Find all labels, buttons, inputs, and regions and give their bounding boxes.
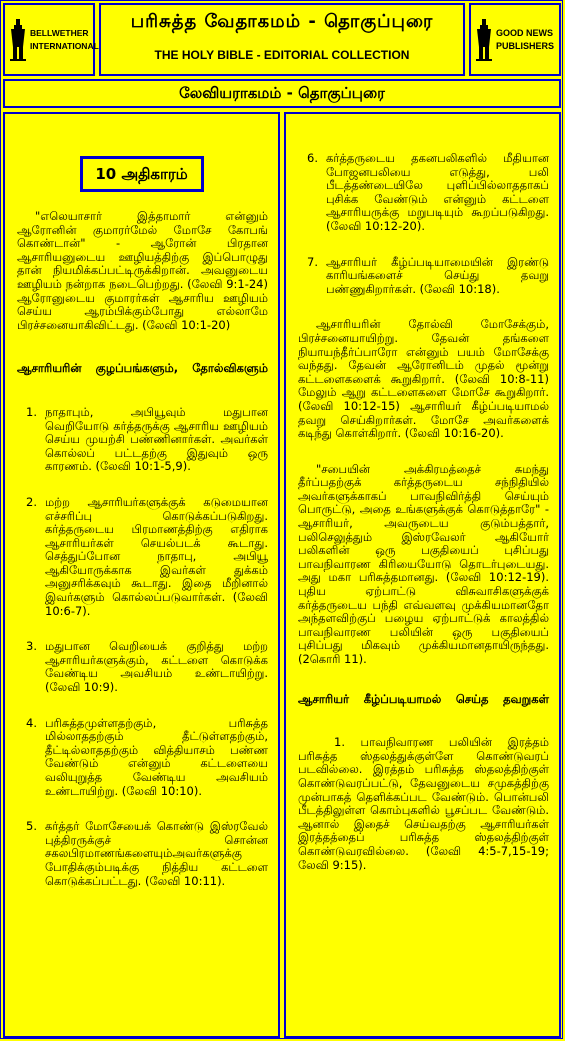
right-column <box>284 112 561 1038</box>
header <box>3 3 561 76</box>
list-item: 5. கர்த்தர் மோசேயைக் கொண்டு இஸ்ரவேல் புத்திரருக்குச் சொன்ன சகலபிரமாணங்களையும்அவர்களுக்கு போதிக்கும்படிக்கு நித்திய கட்டளை கொடுக்கப்பட்டது. (லேவி 10:11). <box>26 819 268 888</box>
figure-icon <box>475 19 493 61</box>
logo-left-line1: BELLWETHER <box>30 27 89 38</box>
chapter-title: 10 அதிகாரம் <box>80 156 204 192</box>
paragraph: 1. பாவநிவாரண பலியின் இரத்தம் பரிசுத்த ஸ்தலத்துக்குள்ளே கொண்டுவரப் படவில்லை. இரத்தம் பரிசுத்த ஸ்தலத்திற்குள் கொண்டுவரப்பட்டு, தேவனுடைய சமுகத்திற்கு முன்பாகத் தெளிக்கப்பட வேண்டும். பொன்பலி பீடத்திலுள்ள கொம்புகளில் பூசப்பட வேண்டும். ஆனால் இதைச் செய்வதற்கு ஆசாரியர்கள் இரத்தத்தைப் பரிசுத்த ஸ்தலத்திற்குள் கொண்டுவரவில்லை. (லேவி 4:5-7,15-19; லேவி 9:15). <box>298 735 549 872</box>
paragraph: "சபையின் அக்கிரமத்தைச் சுமந்து தீர்ப்பதற்குக் கர்த்தருடைய சந்நிதியில் அவர்களுக்காகப் பாவநிவிர்த்தி செய்யும் பொருட்டு, அதை உங்களுக்குக் கொடுத்தாரே" - ஆசாரியர், அவருடைய குடும்பத்தார், பலிசெலுத்தும் இஸ்ரவேலர் ஆகியோர் பலிகளின் ஒரு பகுதியைப் புசிப்பது பாவநிவாரண கிரியையோடு தொடர்புடையது. அது மகா பரிசுத்தமானது. (லேவி 10:12-19). புதிய ஏற்பாட்டு விசுவாசிகளுக்குக் கர்த்தருடைய பந்தி எவ்வளவு முக்கியமானதோ அந்தளவிற்குப் பழைய ஏற்பாட்டுக் காலத்தில் பாவநிவாரண பலியின் ஒரு பகுதியைப் புசிப்பது மிகவும் முக்கியமானதாயிருந்தது. (2கொரி 11). <box>298 461 549 666</box>
section-heading: ஆசாரியரின் குழப்பங்களும், தோல்விகளும் <box>17 361 268 376</box>
title-tamil: பரிசுத்த வேதாகமம் - தொகுப்புரை <box>130 11 434 32</box>
subtitle: லேவியராகமம் - தொகுப்புரை <box>3 79 561 108</box>
title-box <box>99 3 465 76</box>
list-item: 1. நாதாபும், அபியூவும் மதுபான வெறியோடு கர்த்தருக்கு ஆசாரிய ஊழியம் செய்ய முயற்சி பண்ணினார்கள். அவர்கள் கொல்லப் பட்டதற்கு இதுவும் ஒரு காரணம். (லேவி 10:1-5,9). <box>26 404 268 474</box>
left-column <box>3 112 280 1038</box>
logo-left-line2: INTERNATIONAL <box>30 40 99 51</box>
good-news-logo <box>469 3 561 76</box>
logo-right-line1: GOOD NEWS <box>496 27 554 38</box>
intro-paragraph: "எலெயாசார் இத்தாமார் என்னும் ஆரோனின் குமாரர்மேல் மோசே கோபங் கொண்டான்" - ஆரோன் பிரதான ஆசாரியனுடைய ஊழியத்திற்கு இப்பொழுது தான் நியமிக்கப்பட்டிருக்கிறான். அவனுடைய ஊழியம் நன்றாக நடைபெற்றது. (லேவி 9:1-24) ஆரோனுடைய குமாரர்கள் ஆசாரிய ஊழியம் செய்ய ஆரம்பிக்கும்போது எல்லாமே பிரச்சனையாகிவிட்டது. (லேவி 10:1-20) <box>17 209 268 332</box>
paragraph: ஆசாரியரின் தோல்வி மோசேக்கும், பிரச்சனையாயிற்று. தேவன் தங்களை நியாயந்தீர்ப்பாரோ என்னும் பயம் மோசேக்கு வந்தது. தேவன் ஆரோனிடம் முதல் மூன்று கட்டளைகளைக் கூறுகிறார். (லேவி 10:8-11) மேலும் ஆறு கட்டளைகளை மோசே கூறுகிறார். (லேவி 10:12-15) ஆசாரியர் கீழ்ப்படியாமல் தவறு செய்கிறார்கள். மோசே அவர்களைக் கடிந்து கொள்கிறார். (லேவி 10:16-20). <box>298 317 549 441</box>
list-item: 4. பரிசுத்தமுள்ளதற்கும், பரிசுத்த மில்லாததற்கும் தீட்டுள்ளதற்கும், தீட்டில்லாததற்கும் வித்தியாசம் பண்ண வேண்டும் என்னும் கட்டளையை வலியுறுத்த வேண்டிய அவசியம் உண்டாயிற்று. (லேவி 10:10). <box>26 715 268 798</box>
list <box>286 152 559 296</box>
list <box>5 406 278 888</box>
logo-right-line2: PUBLISHERS <box>496 40 555 51</box>
list-item: 7. ஆசாரியர் கீழ்ப்படியாமையின் இரண்டு காரியங்களைச் செய்து தவறு பண்ணுகிறார்கள். (லேவி 10:18). <box>307 254 549 296</box>
title-english: THE HOLY BIBLE - EDITORIAL COLLECTION <box>154 48 410 62</box>
list-item: 6. கர்த்தருடைய தகனபலிகளில் மீதியான போஜனபலியை எடுத்து, பலி பீடத்தண்டையிலே புளிப்பில்லாததாகப் புசிக்க வேண்டும் என்னும் கட்டளை ஆசாரியருக்கு மறுபடியும் கூறப்படுகிறது. (லேவி 10:12-20). <box>307 151 549 233</box>
figure-icon <box>9 19 27 61</box>
bellwether-logo <box>3 3 99 76</box>
section-heading: ஆசாரியர் கீழ்ப்படியாமல் செய்த தவறுகள் <box>298 691 549 706</box>
list-item: 3. மதுபான வெறியைக் குறித்து மற்ற ஆசாரியர்களுக்கும், கட்டளை கொடுக்க வேண்டிய அவசியம் உண்டாயிற்று. (லேவி 10:9). <box>26 639 268 695</box>
list-item: 2. மற்ற ஆசாரியர்களுக்குக் கடுமையான எச்சரிப்பு கொடுக்கப்படுகிறது. கர்த்தருடைய பிரமாணத்திற்கு எதிராக ஆசாரியர்கள் செயல்படக் கூடாது. செத்துப்போன நாதாபு, அபியூ ஆகியோருக்காக இவர்கள் துக்கம் அனுசரிக்கவும் கூடாது. இதை மீறினால் இவர்களும் கொல்லப்படுவார்கள். (லேவி 10:6-7). <box>26 494 268 618</box>
